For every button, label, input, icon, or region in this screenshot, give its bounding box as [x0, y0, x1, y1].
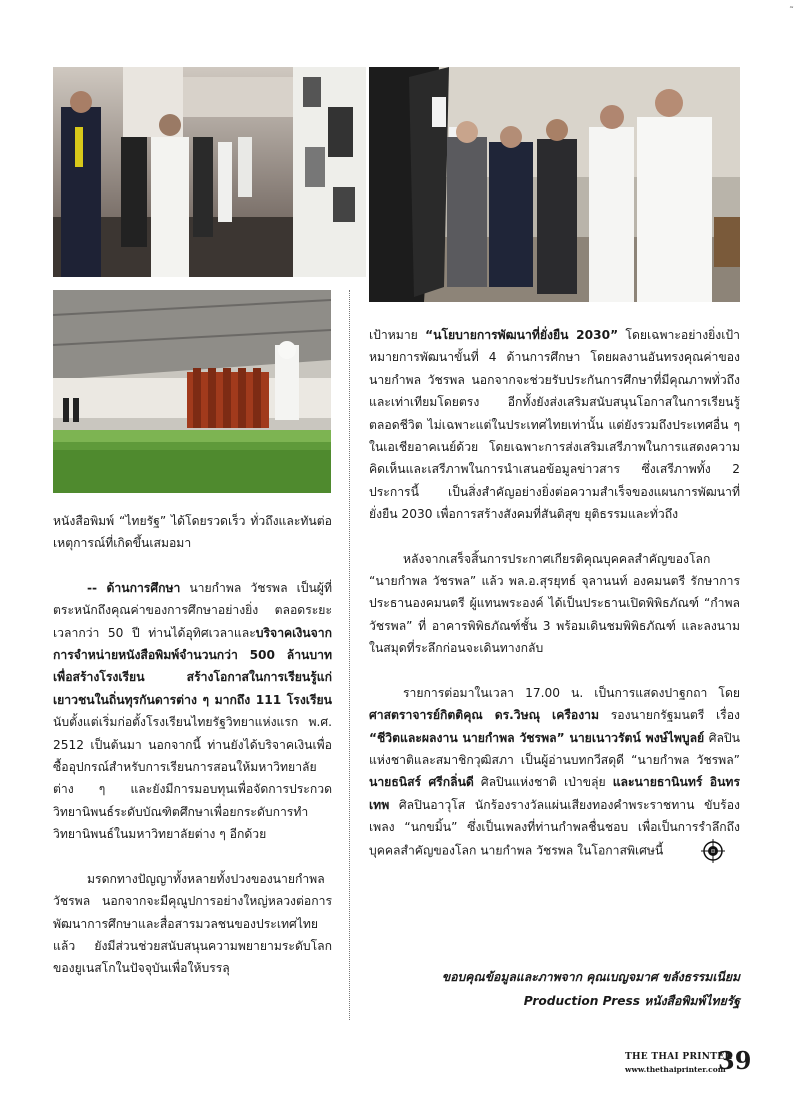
corner-marker: ˜ — [789, 6, 794, 17]
lecture-text-bold1: ศาสตราจารย์กิตติคุณ ดร.วิษณุ เครืองาม — [369, 708, 600, 723]
left-para-education — [53, 577, 332, 846]
lecture-text-e: ศิลปินอาวุโส นักร้องรางวัลแผ่นเสียงทองคำพระราชทาน ขับร้องเพลง “นกขมิ้น” ซึ่งเป็นเพลงที่ท่านกำพลชื่นชอบ เพื่อเป็นการรำลึกถึงบุคคลสำคัญของโลก นายกำพล วัชรพล ในโอกาสพิเศษนี้ — [369, 797, 740, 858]
column-divider — [349, 290, 350, 1020]
education-text-bold: บริจาคเงินจากการจำหน่ายหนังสือพิมพ์จำนวนกว่า 500 ล้านบาท เพื่อสร้างโรงเรียน สร้างโอกาสในการเรียนรู้แก่เยาวชนในถิ่นทุรกันดารต่าง ๆ มากถึง 111 โรงเรียน — [53, 625, 332, 707]
lecture-text-d: ศิลปินแห่งชาติ เป่าขลุ่ย — [473, 775, 613, 790]
education-text-b: นับตั้งแต่เริ่มก่อตั้งโรงเรียนไทยรัฐวิทยาแห่งแรก พ.ศ. 2512 เป็นต้นมา นอกจากนี้ ท่านยังได้บริจาคเงินเพื่อซื้ออุปกรณ์สำหรับการเรียนการสอนให้มหาวิทยาลัยต่าง ๆ และยังมีการมอบทุนเพื่อจัดการประกวดวิทยานิพนธ์ระดับบัณฑิตศึกษาเพื่อยกระดับการทำวิทยานิพนธ์ในมหาวิทยาลัยต่าง ๆ อีกด้วย — [53, 715, 332, 842]
crosshair-end-mark-icon — [667, 839, 691, 863]
left-para-legacy: มรดกทางปัญญาทั้งหลายทั้งปวงของนายกำพล วัชรพล นอกจากจะมีคุณูปการอย่างใหญ่หลวงต่อการพัฒนาการศึกษาและสื่อสารมวลชนของประเทศไทยแล้ว ยังมีส่วนช่วยสนับสนุนความพยายามระดับโลกของยูเนสโกในปัจจุบันเพื่อให้บรรลุ — [53, 871, 332, 976]
sdg-text-bold: “นโยบายการพัฒนาที่ยั่งยืน 2030” — [425, 328, 619, 342]
sdg-text-a: เป้าหมาย — [369, 328, 426, 342]
magazine-name: THE THAI PRINTER — [625, 1052, 733, 1062]
photo-credit-line1: ขอบคุณข้อมูลและภาพจาก คุณเบญจมาศ ขลังธรรมเนียม — [441, 970, 740, 984]
right-para-sdg — [369, 324, 740, 526]
education-text-a: นายกำพล วัชรพล เป็นผู้ที่ตระหนักถึงคุณค่าของการศึกษาอย่างยิ่ง ตลอดระยะเวลากว่า 50 ปี ท่านได้อุทิศเวลาและ — [53, 580, 332, 640]
lecture-text-bold3: นายธนิสร์ ศรีกลิ่นดี — [369, 775, 474, 790]
lecture-text-a: รายการต่อมาในเวลา 17.00 น. เป็นการแสดงปาฐกถา โดย — [403, 685, 740, 700]
right-para-lecture — [369, 682, 740, 863]
lecture-text-b: รองนายกรัฐมนตรี เรื่อง — [599, 708, 740, 723]
lecture-text-bold4: และนายธานินทร์ อินทรเทพ — [369, 775, 741, 812]
left-column — [53, 510, 332, 980]
magazine-url: www.thethaiprinter.com — [625, 1065, 726, 1074]
photo-credit-line2: Production Press หนังสือพิมพ์ไทยรัฐ — [523, 994, 740, 1008]
right-para-museum-opening: หลังจากเสร็จสิ้นการประกาศเกียรติคุณบุคคลสำคัญของโลก “นายกำพล วัชรพล” แล้ว พล.อ.สุรยุทธ์ จุลานนท์ องคมนตรี รักษาการประธานองคมนตรี ผู้แทนพระองค์ ได้เป็นประธานเปิดพิพิธภัณฑ์ “กำพล วัชรพล” ที่ อาคารพิพิธภัณฑ์ชั้น 3 พร้อมเดินชมพิพิธภัณฑ์ และลงนามในสมุดที่ระลึกก่อนจะเดินทางกลับ — [369, 551, 740, 656]
lecture-text-c: ศิลปินแห่งชาติและสมาชิกวุฒิสภา เป็นผู้อ่านบทกวีสดุดี “นายกำพล วัชรพล” — [369, 730, 740, 767]
photo-exhibition-corridor — [53, 67, 366, 277]
right-column — [369, 324, 740, 863]
photo-dignitaries-viewing-exhibit — [369, 67, 740, 302]
sdg-text-b: โดยเฉพาะอย่างยิ่งเป้าหมายการพัฒนาขั้นที่ 4 ด้านการศึกษา โดยผลงานอันทรงคุณค่าของนายกำพล วัชรพล นอกจากจะช่วยรับประกันการศึกษาที่มีคุณภาพทั่วถึงและเท่าเทียมโดยตรง อีกทั้งยังส่งเสริมสนับสนุนโอกาสในการเรียนรู้ตลอดชีวิต ไม่เฉพาะแต่ในประเทศไทยเท่านั้น แต่ยังรวมถึงประเทศอื่น ๆ ในเอเชียอาคเนย์ด้วย โดยเฉพาะการส่งเสริมเสรีภาพในการแสดงความคิดเห็นและเสรีภาพในการนำเสนอข้อมูลข่าวสาร ซึ่งเสรีภาพทั้ง 2 ประการนี้ เป็นสิ่งสำคัญอย่างยิ่งต่อความสำเร็จของแผนการพัฒนาที่ยั่งยืน 2030 เพื่อการสร้างสังคมที่สันติสุข ยุติธรรมและทั่วถึง — [369, 328, 741, 522]
education-heading: -- ด้านการศึกษา — [87, 580, 181, 595]
lecture-text-bold2: “ชีวิตและผลงาน นายกำพล วัชรพล” นายเนาวรัตน์ พงษ์ไพบูลย์ — [369, 730, 705, 745]
page-number: 39 — [718, 1046, 752, 1075]
photo-museum-atrium-statue — [53, 290, 331, 493]
left-para-intro-continuation: หนังสือพิมพ์ “ไทยรัฐ” ได้โดยรวดเร็ว ทั่วถึงและทันต่อเหตุการณ์ที่เกิดขึ้นเสมอมา — [53, 514, 332, 551]
